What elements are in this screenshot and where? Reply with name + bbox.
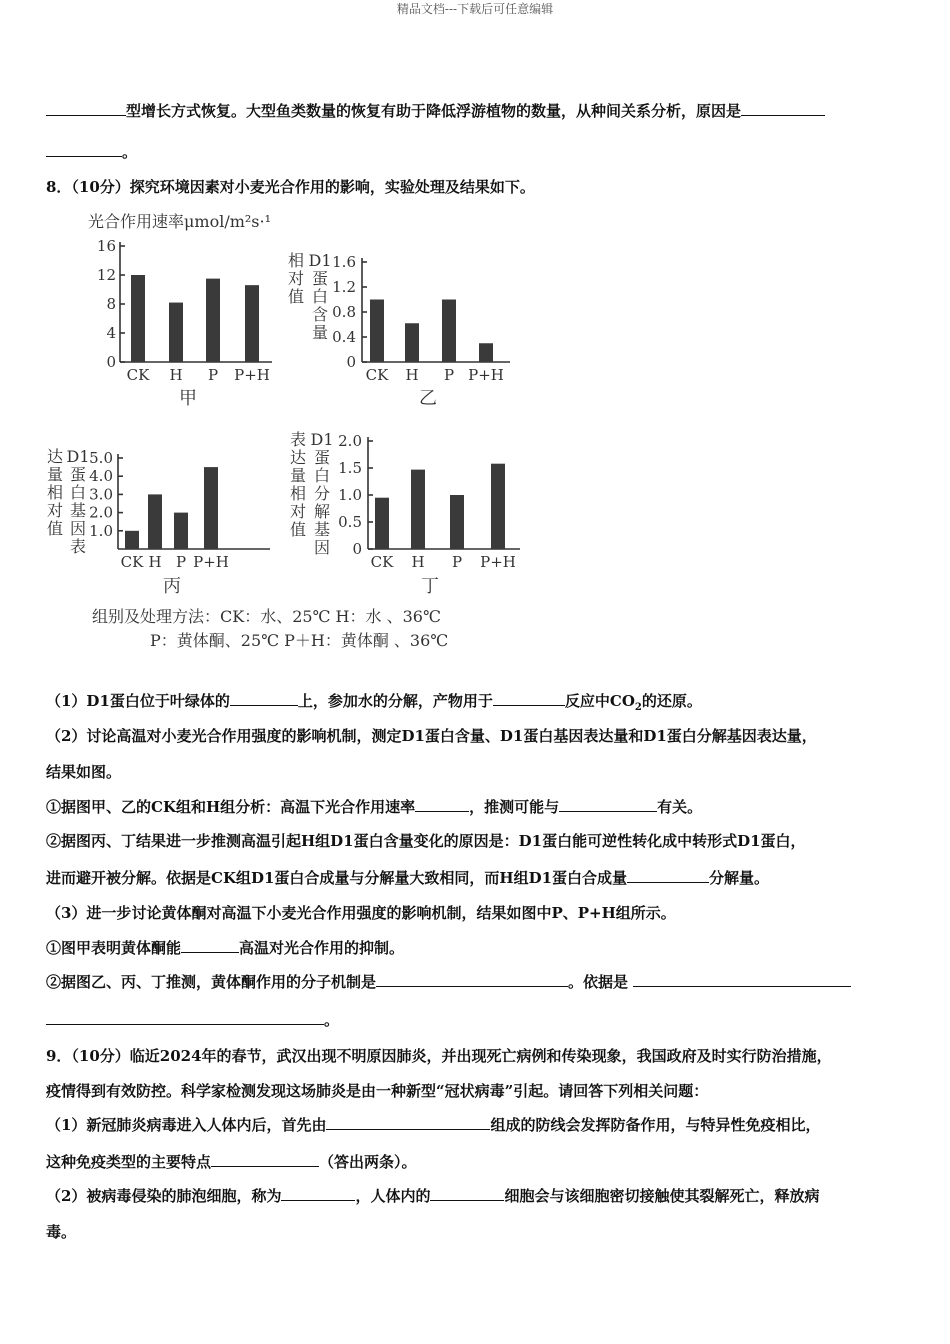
bar — [370, 300, 384, 363]
y-axis-label: 相 — [289, 484, 307, 503]
text: 。 — [122, 143, 138, 161]
y-axis-label: 对 — [287, 269, 305, 288]
page-header: 精品文档---下载后可任意编辑 — [396, 2, 554, 16]
y-axis-label: 蛋 — [311, 269, 329, 288]
answer-blank[interactable] — [46, 142, 122, 157]
part-2: （2）讨论高温对小麦光合作用强度的影响机制，测定D1蛋白含量、D1蛋白基因表达量和D1蛋白分解基因表达量， — [46, 727, 817, 745]
tick-label: 2.0 — [338, 432, 362, 450]
tick-label: 0.5 — [338, 513, 362, 531]
bar — [491, 464, 505, 549]
chart-title: 甲 — [179, 388, 197, 409]
y-axis-label: 白 — [311, 287, 329, 306]
answer-blank[interactable] — [633, 972, 851, 987]
tick-label: 1.0 — [89, 521, 113, 540]
answer-blank[interactable] — [627, 868, 709, 883]
bar — [405, 323, 419, 362]
answer-blank[interactable] — [741, 101, 825, 116]
tick-label: 3.0 — [89, 485, 113, 504]
answer-blank[interactable] — [46, 1010, 324, 1025]
part-3: （3）进一步讨论黄体酮对高温下小麦光合作用强度的影响机制，结果如图中P、P+H组所示。 — [46, 904, 676, 922]
category-label: CK — [370, 553, 394, 571]
bar — [375, 498, 389, 549]
y-axis-label: 相 — [46, 483, 64, 502]
tick-label: 4 — [106, 324, 116, 342]
y-axis-label: 达 — [46, 447, 64, 466]
y-axis-label: 因 — [69, 519, 87, 538]
y-axis-label: 基 — [69, 501, 87, 520]
y-axis-label: 值 — [46, 519, 64, 538]
y-axis-label: 含 — [311, 305, 329, 324]
tick-label: 1.6 — [332, 253, 356, 271]
answer-blank[interactable] — [559, 797, 657, 812]
bar — [204, 467, 218, 549]
question-9-cont: 疫情得到有效防控。科学家检测发现这场肺炎是由一种新型“冠状病毒”引起。请回答下列相关问题： — [46, 1082, 709, 1100]
category-label: P+H — [193, 553, 229, 571]
category-label: P+H — [468, 366, 504, 384]
text: 型增长方式恢复。大型鱼类数量的恢复有助于降低浮游植物的数量，从种间关系分析，原因是 — [126, 102, 742, 120]
y-axis-label: D1 — [66, 447, 90, 466]
part-1: （1）D1蛋白位于叶绿体的 上，参加水的分解，产物用于 反应中$CO_2$的还原。 — [46, 692, 702, 713]
chart-title: 乙 — [419, 388, 437, 409]
answer-blank[interactable] — [430, 1186, 504, 1201]
sub-question-2-cont: 进而避开被分解。依据是CK组D1蛋白合成量与分解量大致相同，而H组D1蛋白合成量 分解量。 — [46, 869, 770, 887]
part-2-cont: 结果如图。 — [46, 763, 122, 781]
answer-blank[interactable] — [230, 691, 298, 706]
tick-label: 2.0 — [89, 503, 113, 522]
y-axis-label: 对 — [46, 501, 64, 520]
y-axis-label: 解 — [313, 502, 331, 521]
text-line — [46, 100, 825, 121]
q9-part-2: （2）被病毒侵染的肺泡细胞，称为 ，人体内的 细胞会与该细胞密切接触使其裂解死亡，释放病 — [46, 1187, 820, 1205]
y-axis-label: 相 — [287, 251, 305, 270]
y-axis-label: 蛋 — [313, 448, 331, 467]
y-axis-label: 表 — [289, 430, 307, 449]
q9-part-2-cont: 毒。 — [46, 1223, 77, 1241]
answer-blank[interactable] — [493, 691, 565, 706]
answer-blank[interactable] — [415, 797, 469, 812]
answer-blank[interactable] — [46, 101, 126, 116]
answer-blank[interactable] — [326, 1115, 490, 1130]
bar — [245, 285, 259, 362]
y-axis-label: 分 — [313, 484, 331, 503]
y-axis-label: 因 — [313, 538, 331, 557]
tick-label: 0.4 — [332, 328, 356, 346]
y-axis-label: 值 — [289, 520, 307, 539]
category-label: P+H — [480, 553, 516, 571]
category-label: H — [405, 366, 419, 384]
tick-label: 1.2 — [332, 278, 356, 296]
category-label: P — [175, 553, 187, 571]
bar — [479, 343, 493, 362]
answer-blank[interactable] — [211, 1152, 319, 1167]
chart-title: 丁 — [421, 576, 439, 597]
category-label: P — [207, 366, 219, 384]
y-axis-label: 达 — [289, 448, 307, 467]
y-axis-label: 基 — [313, 520, 331, 539]
bar — [148, 494, 162, 549]
tick-label: 12 — [96, 266, 116, 284]
category-label: P — [443, 366, 455, 384]
y-axis-label: 白 — [313, 466, 331, 485]
bar — [450, 495, 464, 549]
bar — [442, 300, 456, 363]
y-axis-label: D1 — [308, 251, 332, 270]
bar — [411, 470, 425, 549]
y-axis-label: 量 — [311, 323, 329, 342]
tick-label: 8 — [106, 295, 116, 313]
method-line-1: 组别及处理方法：CK：水、25℃ H：水 、36℃ — [92, 607, 441, 626]
category-label: P — [451, 553, 463, 571]
question-8: 8．（10分）探究环境因素对小麦光合作用的影响，实验处理及结果如下。 — [46, 178, 535, 196]
tick-label: 0.8 — [332, 303, 356, 321]
y-axis-label: 量 — [46, 465, 64, 484]
question-9: 9．（10分）临近2024年的春节，武汉出现不明原因肺炎，并出现死亡病例和传染现象，我国政府及时实行防治措施， — [46, 1047, 832, 1065]
category-label: CK — [120, 553, 144, 571]
tick-label: 0 — [352, 540, 362, 558]
bar — [125, 531, 139, 549]
tick-label: 0 — [346, 353, 356, 371]
category-label: H — [148, 553, 162, 571]
text-line — [46, 141, 137, 162]
chart-title: 丙 — [163, 576, 181, 597]
category-label: CK — [365, 366, 389, 384]
category-label: CK — [126, 366, 150, 384]
bar — [131, 275, 145, 362]
y-axis-label: 光合作用速率μmol/m²s·¹ — [88, 212, 272, 231]
y-axis-label: 值 — [287, 287, 305, 306]
q9-part-1-cont: 这种免疫类型的主要特点 （答出两条）。 — [46, 1153, 417, 1171]
answer-blank[interactable] — [281, 1186, 355, 1201]
bar — [174, 513, 188, 549]
answer-blank[interactable] — [376, 972, 568, 987]
y-axis-label: D1 — [310, 430, 334, 449]
y-axis-label: 量 — [289, 466, 307, 485]
y-axis-label: 对 — [289, 502, 307, 521]
q9-part-1: （1）新冠肺炎病毒进入人体内后，首先由 组成的防线会发挥防备作用，与特异性免疫相比， — [46, 1116, 821, 1134]
y-axis-label: 白 — [69, 483, 87, 502]
sub-question-1: ①据图甲、乙的CK组和H组分析：高温下光合作用速率 ，推测可能与 有关。 — [46, 798, 703, 816]
tick-label: 1.0 — [338, 486, 362, 504]
category-label: H — [411, 553, 425, 571]
sub-question-3-2: ②据图乙、丙、丁推测，黄体酮作用的分子机制是 。依据是 — [46, 971, 851, 992]
tick-label: 1.5 — [338, 459, 362, 477]
bar — [206, 279, 220, 362]
sub-question-2: ②据图丙、丁结果进一步推测高温引起H组D1蛋白含量变化的原因是：D1蛋白能可逆性转化成中转形式D1蛋白， — [46, 832, 806, 850]
text-line: 。 — [46, 1009, 339, 1030]
tick-label: 0 — [106, 353, 116, 371]
category-label: H — [169, 366, 183, 384]
tick-label: 4.0 — [89, 467, 113, 486]
method-line-2: P：黄体酮、25℃ P＋H：黄体酮 、36℃ — [150, 631, 449, 650]
y-axis-label: 蛋 — [69, 465, 87, 484]
y-axis-label: 表 — [69, 537, 87, 556]
bar — [169, 303, 183, 362]
answer-blank[interactable] — [181, 938, 239, 953]
category-label: P+H — [234, 366, 270, 384]
sub-question-3-1: ①图甲表明黄体酮能 高温对光合作用的抑制。 — [46, 939, 405, 957]
tick-label: 5.0 — [89, 449, 113, 467]
tick-label: 16 — [96, 237, 116, 255]
